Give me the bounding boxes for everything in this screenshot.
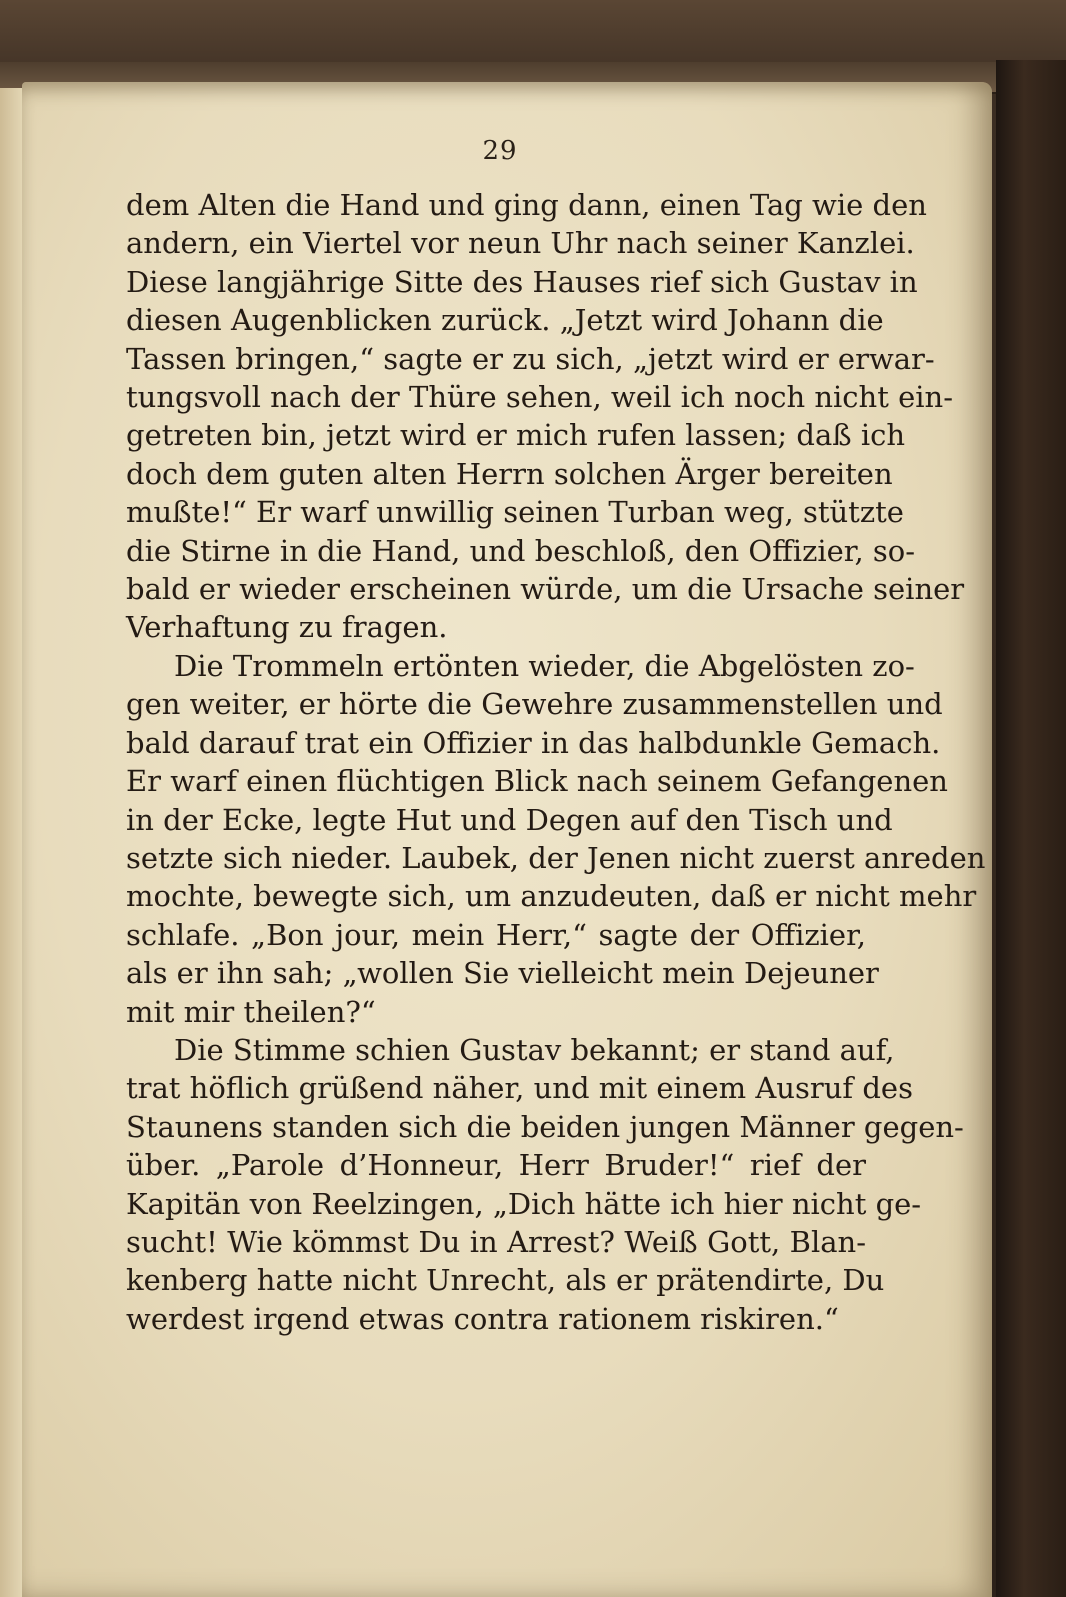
text-line: Die Stimme schien Gustav bekannt; er stand auf, <box>174 1032 895 1067</box>
paragraph <box>126 647 986 1031</box>
text-line: dem Alten die Hand und ging dann, einen Tag wie den <box>126 188 927 222</box>
text-line: doch dem guten alten Herrn solchen Ärger bereiten <box>126 456 893 491</box>
text-line: die Stirne in die Hand, und beschloß, den Offizier, so- <box>126 533 916 568</box>
text-line: diesen Augenblicken zurück. „Jetzt wird Johann die <box>126 303 884 338</box>
text-line: werdest irgend etwas contra rationem riskiren.“ <box>126 1301 839 1336</box>
text-line: bald darauf trat ein Offizier in das halbdunkle Gemach. <box>126 725 941 760</box>
text-line: gen weiter, er hörte die Gewehre zusammenstellen und <box>126 687 943 722</box>
facing-page-edge <box>0 88 23 1597</box>
book-binding <box>996 60 1066 1597</box>
text-line: mußte!“ Er warf unwillig seinen Turban weg, stützte <box>126 495 904 530</box>
text-line: in der Ecke, legte Hut und Degen auf den Tisch und <box>126 802 893 837</box>
text-line: kenberg hatte nicht Unrecht, als er prätendirte, Du <box>126 1263 885 1298</box>
paragraph <box>126 186 965 647</box>
text-line: bald er wieder erscheinen würde, um die Ursache seiner <box>126 572 965 607</box>
text-line: Staunens standen sich die beiden jungen Männer gegen- <box>126 1109 964 1144</box>
text-line: andern, ein Viertel vor neun Uhr nach seiner Kanzlei. <box>126 226 915 261</box>
body-text <box>126 186 986 1338</box>
text-line: Die Trommeln ertönten wieder, die Abgelösten zo- <box>174 648 915 683</box>
text-line: als er ihn sah; „wollen Sie vielleicht mein Dejeuner <box>126 956 879 991</box>
text-line: schlafe. „Bon jour, mein Herr,“ sagte der Offizier, <box>126 917 866 952</box>
text-line: Er warf einen flüchtigen Blick nach seinem Gefangenen <box>126 764 948 799</box>
text-line: sucht! Wie kömmst Du in Arrest? Weiß Gott, Blan- <box>126 1224 866 1259</box>
text-line: mit mir theilen?“ <box>126 994 376 1029</box>
text-line: trat höflich grüßend näher, und mit einem Ausruf des <box>126 1071 913 1106</box>
text-line: tungsvoll nach der Thüre sehen, weil ich noch nicht ein- <box>126 380 954 415</box>
text-line: Verhaftung zu fragen. <box>126 610 448 645</box>
page-number: 29 <box>482 136 518 166</box>
paragraph <box>126 1031 964 1338</box>
text-line: über. „Parole d’Honneur, Herr Bruder!“ rief der <box>126 1148 866 1183</box>
text-line: mochte, bewegte sich, um anzudeuten, daß er nicht mehr <box>126 879 977 914</box>
text-line: getreten bin, jetzt wird er mich rufen lassen; daß ich <box>126 418 906 453</box>
text-line: setzte sich nieder. Laubek, der Jenen nicht zuerst anreden <box>126 840 986 875</box>
text-line: Diese langjährige Sitte des Hauses rief sich Gustav in <box>126 264 918 299</box>
text-line: Kapitän von Reelzingen, „Dich hätte ich hier nicht ge- <box>126 1186 922 1221</box>
text-line: Tassen bringen,“ sagte er zu sich, „jetzt wird er erwar- <box>126 341 935 376</box>
